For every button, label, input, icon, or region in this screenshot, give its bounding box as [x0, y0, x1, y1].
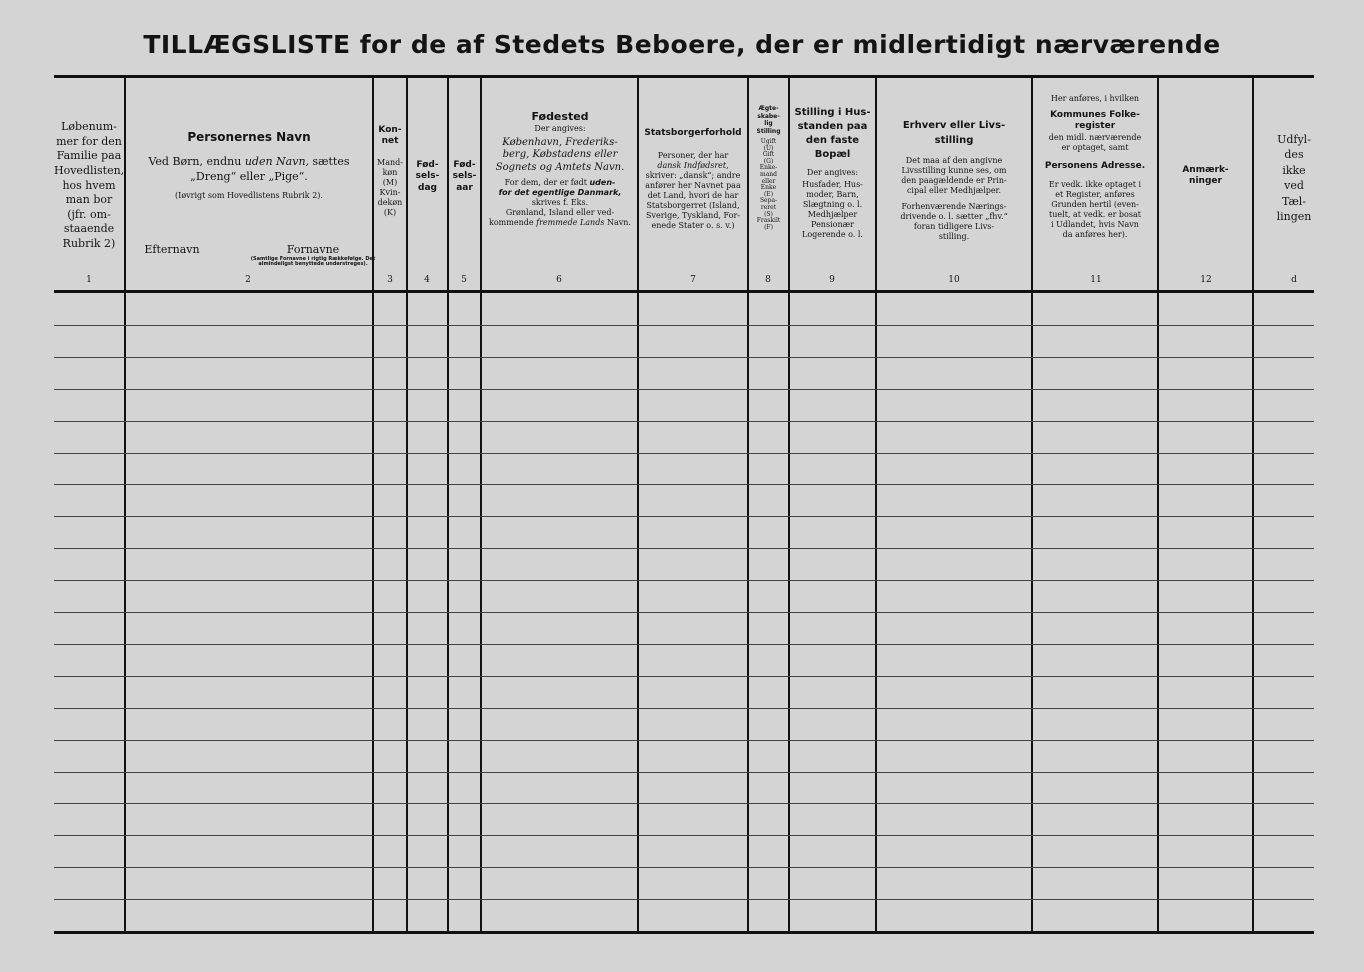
- col-9-title: Stilling i Hus- standen paa den faste Bopæl: [794, 107, 871, 160]
- col-2-title: Personernes Navn: [187, 130, 311, 144]
- col-6-sub: Der angives:: [534, 123, 586, 133]
- col-4-header: Fød- sels- dag: [415, 160, 440, 193]
- col-10-number: 10: [948, 275, 960, 285]
- col-2-sub-right: [248, 243, 378, 268]
- col-11-title2: Personens Adresse.: [1044, 160, 1146, 171]
- col-6-text1-italic: uden- for det egentlige Danmark,: [498, 178, 622, 198]
- col-9-header: [790, 106, 875, 240]
- row-line: [54, 484, 1314, 485]
- col-11-text: den midl. nærværende er optaget, samt: [1048, 132, 1142, 152]
- col-6-text2-italic: fremmede Lands: [536, 218, 605, 228]
- col-10-text2: Forhenværende Nærings- drivende o. l. sætter „fhv.“ foran tidligere Livs- stilling.: [900, 202, 1008, 241]
- col-1-text: Løbenum- mer for den Familie paa Hovedlisten, hos hvem man bor (jfr. om- staaende Rubrik 2): [54, 120, 125, 250]
- col-2-line1-italic: uden Navn,: [244, 155, 310, 168]
- col-6-title: Fødested: [531, 110, 589, 123]
- col-11-number: 11: [1090, 275, 1102, 285]
- col-7-number: 7: [690, 275, 696, 285]
- col-6-text2-end: Navn.: [606, 218, 631, 228]
- row-line: [54, 708, 1314, 709]
- col-9-sub: Der angives:: [806, 168, 859, 177]
- col-6-header: [484, 110, 636, 228]
- col-10-text: Det maa af den angivne Livsstilling kunne ses, om den paagældende er Prin- cipal eller Medhjælper.: [901, 156, 1007, 195]
- col-6-text1: [484, 178, 636, 198]
- row-line: [54, 867, 1314, 868]
- col-2-sub-left: Efternavn: [144, 243, 200, 256]
- col-5-header: Fød- sels- aar: [452, 160, 477, 193]
- col-2-line1: [148, 155, 349, 168]
- row-line: [54, 389, 1314, 390]
- col-d-number: d: [1291, 275, 1297, 285]
- col-9-text: Husfader, Hus- moder, Barn, Slægtning o. l. Medhjælper Pensionær Logerende o. l.: [802, 180, 863, 239]
- col-3-number: 3: [387, 275, 393, 285]
- col-6-italic: København, Frederiks- berg, Købstadens eller Sognets og Amtets Navn.: [495, 136, 625, 173]
- row-line: [54, 612, 1314, 613]
- col-6-text2-a: skrives f. Eks. Grønland, Island eller ved- kommende: [489, 198, 615, 228]
- col-3-title: Kon- net: [378, 125, 402, 147]
- row-line: [54, 803, 1314, 804]
- page-title: TILLÆGSLISTE for de af Stedets Beboere, der er midlertidigt nærværende: [143, 30, 1221, 59]
- row-line: [54, 453, 1314, 454]
- col-12-header: Anmærk- ninger: [1182, 165, 1229, 187]
- col-1-number: 1: [86, 275, 92, 285]
- col-4-number: 4: [424, 275, 430, 285]
- row-line: [54, 548, 1314, 549]
- col-11-pre: Her anføres, i hvilken: [1050, 94, 1140, 103]
- col-10-title: Erhverv eller Livs- stilling: [902, 120, 1006, 146]
- col-7-text: skriver: „dansk“; andre anfører her Navnet paa det Land, hvori de har Statsborgerret (Island, Sverige, Tyskland, For- enede Stater o. s. v.): [645, 171, 741, 231]
- col-7-header: [639, 128, 747, 231]
- col-2-line1-end: sættes: [312, 155, 350, 168]
- col-5-number: 5: [461, 275, 467, 285]
- header-rule: [54, 290, 1314, 293]
- col-8-number: 8: [765, 275, 771, 285]
- col-10-header: [877, 118, 1031, 242]
- col-3-text: Mand- køn (M) Kvin- dekøn (K): [377, 157, 403, 217]
- row-line: [54, 835, 1314, 836]
- col-12-number: 12: [1200, 275, 1212, 285]
- row-line: [54, 676, 1314, 677]
- col-2-number: 2: [245, 275, 251, 285]
- col-2-sub-right-note: (Samtlige Fornavne i rigtig Rækkefølge. Det almindeligst benyttede understreges).: [250, 255, 376, 268]
- col-2-header: [126, 130, 372, 201]
- row-line: [54, 740, 1314, 741]
- row-line: [54, 325, 1314, 326]
- row-line: [54, 580, 1314, 581]
- col-6-text1-a: For dem, der er født: [504, 178, 587, 188]
- col-1-header: [54, 120, 124, 252]
- col-2-note: (Iøvrigt som Hovedlistens Rubrik 2).: [175, 191, 323, 201]
- col-8-title: Ægte- skabe- lig Stilling: [756, 105, 781, 135]
- bottom-rule: [54, 931, 1314, 934]
- col-7-pre: Personer, der har: [657, 151, 729, 161]
- col-2-line1-a: Ved Børn, endnu: [148, 155, 242, 168]
- col-d-header: Udfyl- des ikke ved Tæl- lingen: [1276, 133, 1312, 223]
- row-line: [54, 644, 1314, 645]
- col-2-sub-right-label: Fornavne: [286, 243, 340, 256]
- top-rule: [54, 75, 1314, 78]
- row-line: [54, 421, 1314, 422]
- col-7-italic: dansk Indfødsret,: [657, 161, 729, 171]
- col-2-line2: „Dreng“ eller „Pige“.: [190, 169, 308, 183]
- row-line: [54, 516, 1314, 517]
- col-11-title: Kommunes Folke- register: [1050, 110, 1140, 132]
- col-3-header: [374, 125, 406, 218]
- col-11-header: [1033, 94, 1157, 240]
- col-11-text2: Er vedk. ikke optaget i et Register, anføres Grunden hertil (even- tuelt, at vedk. er bosat i Udlandet, hvis Navn da anføres her).: [1048, 179, 1142, 239]
- col-9-number: 9: [829, 275, 835, 285]
- col-6-text2: [484, 198, 636, 228]
- col-7-title: Statsborgerforhold: [644, 128, 742, 138]
- col-6-number: 6: [556, 275, 562, 285]
- row-line: [54, 899, 1314, 900]
- row-line: [54, 772, 1314, 773]
- col-8-text: Ugift (U) Gift (G) Enke- mand eller Enke (E) Sepa- reret (S) Fraskilt (F): [756, 138, 781, 231]
- row-line: [54, 357, 1314, 358]
- col-8-header: [749, 105, 788, 231]
